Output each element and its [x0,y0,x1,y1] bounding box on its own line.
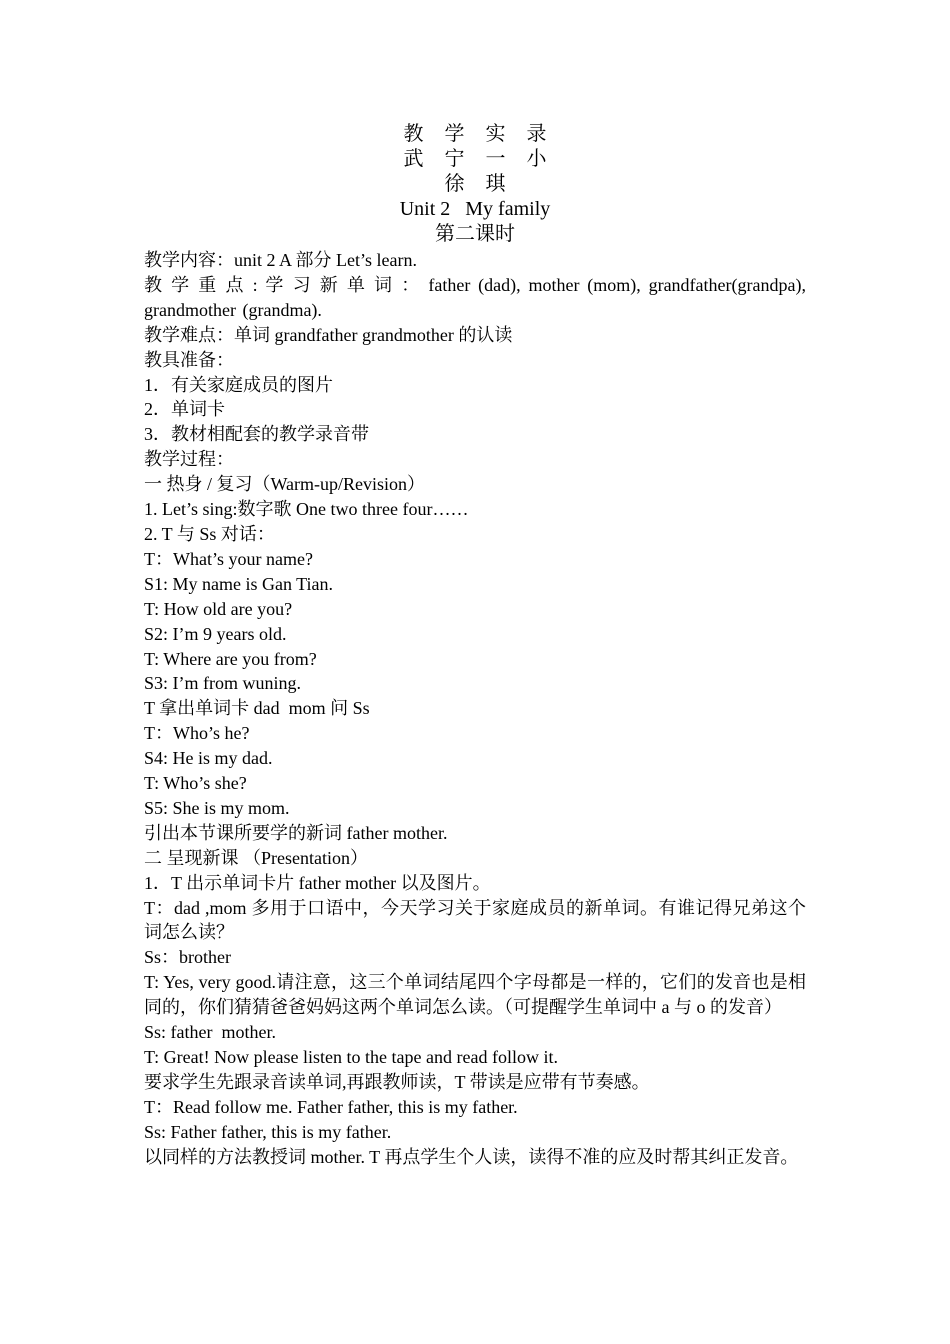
dialogue-line: S4: He is my dad. [144,748,273,769]
dialogue-line: T：Who’s he? [144,723,250,744]
dialogue-line: T: Who’s she? [144,773,247,794]
dialogue-line: T: Where are you from? [144,648,317,669]
dialogue-line: Ss: father mother. [144,1022,276,1043]
dialogue-line: T：Read follow me. Father father, this is my father. [144,1096,518,1117]
unit-title: Unit 2 My family [399,198,551,220]
presentation-step-1: 1．T 出示单词卡片 father mother 以及图片。 [144,872,491,893]
dialogue-line: T: How old are you? [144,598,293,619]
school-name: 武 宁 一 小 [403,148,555,170]
material-item-1: 1．有关家庭成员的图片 [144,374,333,395]
dialogue-line: S2: I’m 9 years old. [144,623,287,644]
teaching-difficulty: 教学难点：单词 grandfather grandmother 的认读 [144,324,513,345]
dialogue-line: T：What’s your name? [144,548,313,569]
section-presentation-heading: 二 呈现新课 （Presentation） [144,847,368,868]
material-item-2: 2．单词卡 [144,399,225,420]
title-teaching-record: 教 学 实 录 [403,123,555,145]
instruction-line: 以同样的方法教授词 mother. T 再点学生个人读，读得不准的应及时帮其纠正发音。 [144,1146,799,1167]
document-header [0,122,950,247]
dialogue-line: S1: My name is Gan Tian. [144,573,334,594]
dialogue-line: T：dad ,mom 多用于口语中，今天学习关于家庭成员的新单词。有谁记得兄弟这个词怎么读？ [144,897,806,943]
dialogue-line: T: Yes, very good.请注意，这三个单词结尾四个字母都是一样的，它们的发音也是相同的，你们猜猜爸爸妈妈这两个单词怎么读。（可提醒学生单词中 a 与 o 的发音） [144,972,806,1018]
lesson-period: 第二课时 [435,223,515,245]
instruction-line: 引出本节课所要学的新词 father mother. [144,822,448,843]
materials-heading: 教具准备： [144,349,234,370]
warmup-step-2: 2. T 与 Ss 对话： [144,523,275,544]
material-item-3: 3．教材相配套的教学录音带 [144,424,369,445]
author-name: 徐 琪 [444,173,514,195]
warmup-step-1: 1. Let’s sing:数字歌 One two three four…… [144,499,469,520]
section-warmup-heading: 一 热身 / 复习（Warm-up/Revision） [144,474,426,495]
teaching-content: 教学内容：unit 2 A 部分 Let’s learn. [144,250,417,270]
instruction-line: T 拿出单词卡 dad mom 问 Ss [144,698,370,719]
dialogue-line: Ss: Father father, this is my father. [144,1121,392,1142]
document-body [144,248,806,1170]
instruction-line: 要求学生先跟录音读单词,再跟教师读，T 带读是应带有节奏感。 [144,1071,650,1092]
process-heading: 教学过程： [144,449,234,470]
dialogue-line: S5: She is my mom. [144,797,290,818]
dialogue-line: T: Great! Now please listen to the tape and read follow it. [144,1047,558,1067]
dialogue-line: Ss：brother [144,947,231,968]
teaching-focus: 教 学 重 点 : 学 习 新 单 词 ： father (dad), mother (mom), grandfather(grandpa), grandmother (grandma). [144,274,806,320]
dialogue-line: S3: I’m from wuning. [144,673,301,694]
